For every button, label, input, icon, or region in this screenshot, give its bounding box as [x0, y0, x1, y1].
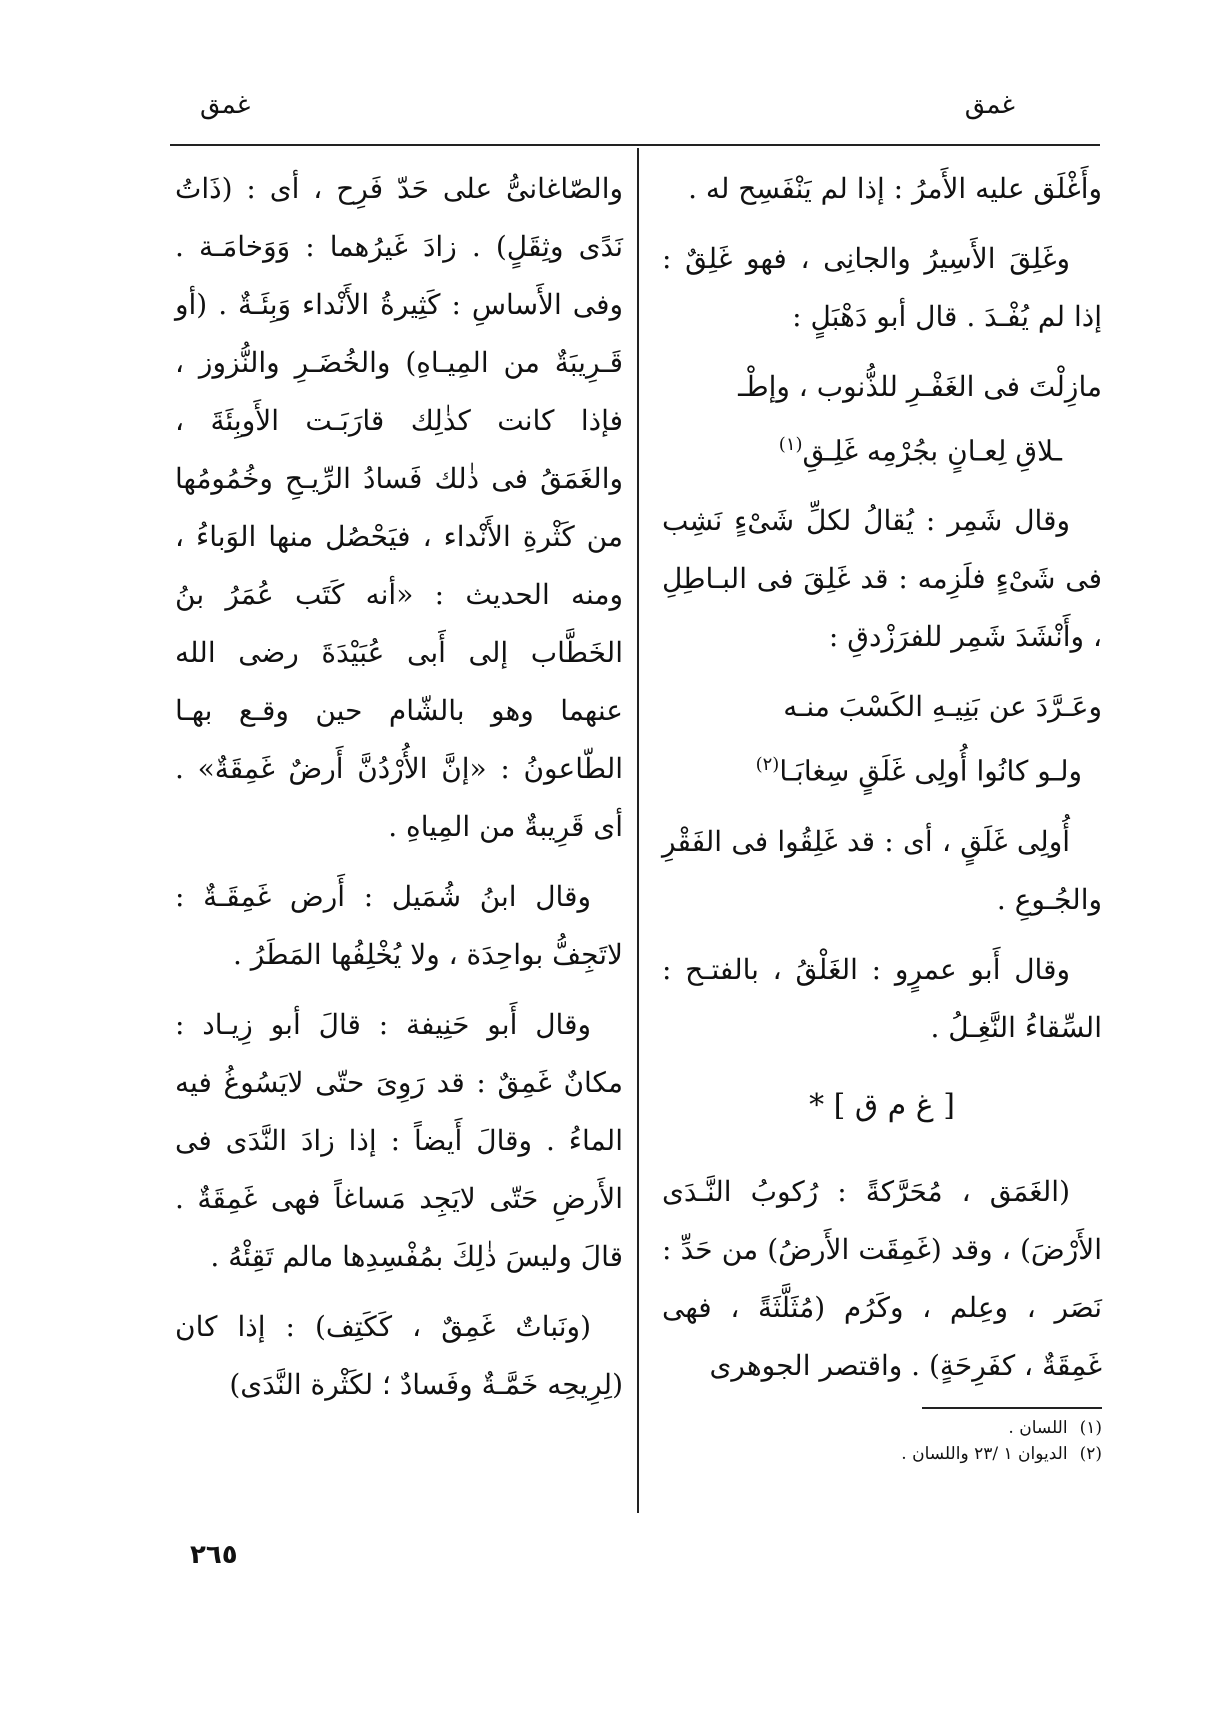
column-divider: [637, 148, 639, 1513]
paragraph: وقال أَبو حَنِيفة : قالَ أبو زِيـاد : مكانٌ غَمِقٌ : قد رَوِىَ حتّى لايَسُوغُ فيه الماءُ . وقالَ أَيضاً : إذا زادَ النَّدَى فى الأَرضِ حَتّى لايَجِد مَساغاً فهى غَمِقَةٌ . قالَ وليسَ ذٰلِكَ بمُفْسِدِها مالم تَقِئْهُ .: [175, 1008, 623, 1273]
verse: [662, 358, 1102, 480]
footnote-text: الديوان ١ /٢٣ واللسان .: [901, 1443, 1068, 1464]
footnote: [662, 1441, 1102, 1467]
verse-hemistich: ولـو كانُوا أُولِى غَلَقٍ سِغابَـا: [779, 754, 1082, 788]
footnote-number: (٢): [1079, 1443, 1102, 1464]
running-head-right: غمق: [964, 90, 1015, 120]
footnote-marker: (٢): [755, 754, 780, 776]
paragraph: وغَلِقَ الأَسِيرُ والجانِى ، فهو غَلِقٌ : إذا لم يُفْـدَ . قال أبو دَهْبَلٍ :: [662, 242, 1102, 333]
paragraph: أُولِى غَلَقٍ ، أى : قد غَلِقُوا فى الفَقْرِ والجُـوعِ .: [662, 824, 1102, 916]
running-head-left: غمق: [200, 90, 251, 120]
verse-hemistich: مازِلْتَ فى الغَفْـرِ للذُّنوب ، وإطْـ: [738, 370, 1102, 403]
paragraph: والصّاغانىُّ على حَدّ فَرِح ، أى : (ذَاتُ نَدًى وثِقَلٍ) . زادَ غَيرُهما : وَوَخامَـة . وفى الأَساسِ : كَثِيرةُ الأَنْداء وَبِئَـةٌ . (أو قَـرِيبَةٌ من المِيـاهِ) والخُضَـرِ والنُّزوز ، فإذا كانت كذٰلِك قارَبَـت الأَوبِئَةَ ، والغَمَقُ فى ذٰلك فَسادُ الرِّيـحِ وخُمُومُها من كَثْرةِ الأَنْداء ، فيَحْصُل منها الوَباءُ ، ومنه الحديث : «أنه كَتَب عُمَرُ بنُ الخَطَّاب إلى أَبى عُبَيْدَةَ رضى الله عنهما وهو بالشّام حين وقـع بهـا الطّاعونُ : «إنَّ الأُرْدُنَّ أَرضٌ غَمِقَةٌ» . أى قَرِيبةٌ من المِياهِ .: [175, 172, 623, 843]
footnote-text: اللسان .: [1008, 1417, 1068, 1438]
footnote: [662, 1415, 1102, 1441]
verse: [662, 678, 1102, 800]
footnote-marker: (١): [778, 434, 803, 455]
entry-heading: [ غ م ق ] *: [809, 1087, 955, 1123]
right-column: [662, 160, 1102, 1467]
paragraph: (الغَمَق ، مُحَرَّكةً : رُكوبُ النَّـدَى الأَرْضَ) ، وقد (غَمِقَت الأَرضُ) من حَدِّ : نَصَر ، وعِلم ، وكَرُم (مُثَلَّثَةً ، فهى غَمِقَةٌ ، كفَرِحَةٍ) . واقتصر الجوهرى: [662, 1174, 1102, 1382]
page-number: ٢٦٥: [190, 1540, 238, 1570]
paragraph: وقال أَبو عمرٍو : الغَلْقُ ، بالفتـح : السِّقاءُ النَّغِـلُ .: [662, 952, 1102, 1044]
verse-hemistich: ـلاقِ لِعـانٍ بجُرْمِه غَلِـقِ: [802, 434, 1062, 468]
left-column: [175, 160, 623, 1426]
verse-hemistich: وعَـرَّدَ عن بَنِيـهِ الكَسْبَ منـه: [783, 690, 1102, 724]
verse-line: [662, 736, 1102, 800]
paragraph: وقال ابنُ شُمَيل : أَرض غَمِقَـةٌ : لاتَجِفُّ بواحِدَة ، ولا يُخْلِفُها المَطَرُ .: [175, 880, 623, 971]
paragraph: وقال شَمِر : يُقالُ لكلِّ شَىْءٍ نَشِب فى شَىْءٍ فلَزِمه : قد غَلِقَ فى البـاطِلِ ، وأَنْشَدَ شَمِر للفرَزْدقِ :: [662, 504, 1102, 654]
verse-line: [662, 416, 1102, 480]
paragraph: وأَغْلَق عليه الأَمرُ : إذا لم يَنْفَسِح له .: [688, 172, 1102, 205]
footnote-rule: [922, 1407, 1102, 1409]
footnotes: [662, 1415, 1102, 1467]
paragraph: (ونَباتٌ غَمِقٌ ، كَكَتِف) : إذا كان (لِرِيحِه خَمَّـةٌ وفَسادٌ ؛ لكَثْرة النَّدَى): [175, 1310, 623, 1401]
header-rule: [170, 144, 1100, 146]
footnote-number: (١): [1079, 1417, 1102, 1438]
